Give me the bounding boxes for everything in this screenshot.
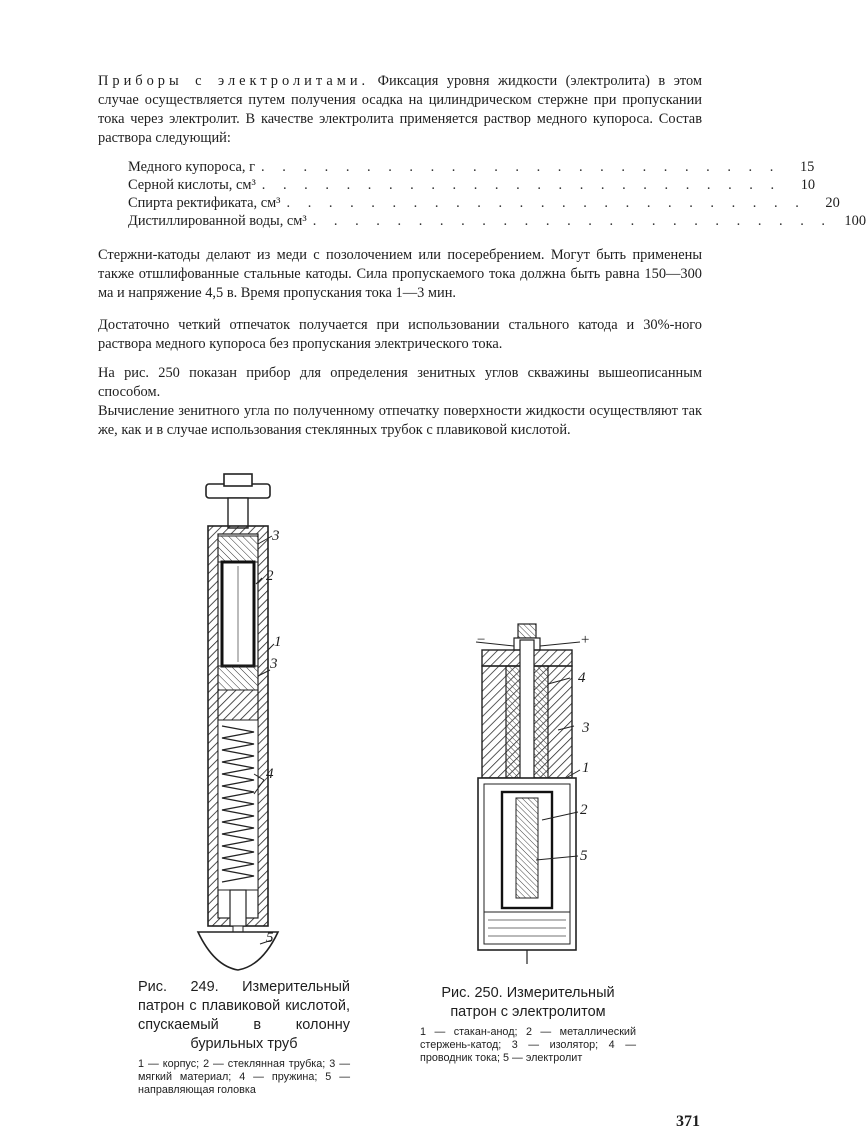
caption-title: Рис. 249. Измерительный патрон с плавиковой кислотой, спускаемый в колонну бурильных труб: [138, 979, 350, 1052]
fig249-label: 4: [266, 766, 274, 782]
fig249-label: 2: [266, 568, 274, 584]
figure-249-caption: [138, 978, 350, 1097]
figure-250-drawing: [468, 620, 591, 965]
paragraph-text: Фиксация уровня жидкости (электролита) в этом случае осуществляется путем получения осадка на цилиндрическом стержне при пропускании тока через электролит. В качестве электролита применяется раствор медного купороса. Состав раствора следующий:: [98, 73, 702, 146]
paragraph-calculation: Вычисление зенитного угла по полученному отпечатку поверхности жидкости осуществляют так же, как и в случае использования стеклянных трубок с плавиковой кислотой.: [98, 403, 702, 438]
recipe-row: [128, 176, 816, 194]
recipe-value: 10: [800, 177, 816, 193]
fig249-label: 3: [272, 528, 280, 544]
paragraph-electrolyte-intro: [98, 72, 702, 148]
paragraph-fig-reference: На рис. 250 показан прибор для определения зенитных углов скважины вышеописанным способом.: [98, 365, 702, 400]
caption-legend: 1 — стакан-анод; 2 — металлический стержень-катод; 3 — изолятор; 4 — проводник тока; 5 — электролит: [420, 1026, 636, 1064]
paragraph-cathodes: Стержни-катоды делают из меди с позолочением или посеребрением. Могут быть применены также отшлифованные стальные катоды. Сила пропускаемого тока должна быть равна 150—300 ма и напряжение 4,5 в. Время пропускания тока 1—3 мин.: [98, 247, 702, 301]
fig249-label: 1: [274, 634, 282, 650]
caption-title: Рис. 250. Измерительный патрон с электролитом: [441, 985, 615, 1020]
leader-dots: . . . . . . . . . . . . . . . . . . . . . . . . .: [286, 195, 806, 211]
recipe-value: 15: [799, 159, 815, 175]
fig250-label: 2: [580, 802, 588, 818]
figure-250-caption: [420, 984, 636, 1065]
recipe-row: [128, 158, 815, 176]
recipe-list: [128, 158, 866, 230]
fig250-label: 3: [582, 720, 590, 736]
leader-dots: . . . . . . . . . . . . . . . . . . . . . . . . .: [261, 177, 782, 193]
fig250-label: 4: [578, 670, 586, 686]
paragraph-print-quality: Достаточно четкий отпечаток получается при использовании стального катода и 30%-ного раствора медного купороса без пропускания электрического тока.: [98, 317, 702, 352]
page-number: 371: [676, 1113, 700, 1130]
recipe-value: 100: [844, 213, 866, 229]
recipe-name: Спирта ректификата, см³: [128, 195, 281, 211]
recipe-name: Медного купороса, г: [128, 159, 256, 175]
section-heading: Приборы с электролитами.: [98, 73, 370, 89]
fig250-label: +: [580, 632, 591, 648]
fig250-label: −: [476, 632, 487, 648]
recipe-value: 20: [825, 195, 840, 211]
fig250-label: 5: [580, 848, 588, 864]
leader-dots: . . . . . . . . . . . . . . . . . . . . . . . . .: [261, 159, 781, 175]
fig250-label: 1: [582, 760, 590, 776]
recipe-row: [128, 194, 840, 212]
figure-249-drawing: [180, 474, 300, 974]
leader-dots: . . . . . . . . . . . . . . . . . . . . . . . . .: [312, 213, 833, 229]
fig249-label: 3: [270, 656, 278, 672]
recipe-name: Дистиллированной воды, см³: [128, 213, 307, 229]
fig249-label: 5: [266, 930, 274, 946]
recipe-row: [128, 212, 866, 230]
caption-legend: 1 — корпус; 2 — стеклянная трубка; 3 — мягкий материал; 4 — пружина; 5 — направляющая головка: [138, 1058, 350, 1096]
recipe-name: Серной кислоты, см³: [128, 177, 256, 193]
